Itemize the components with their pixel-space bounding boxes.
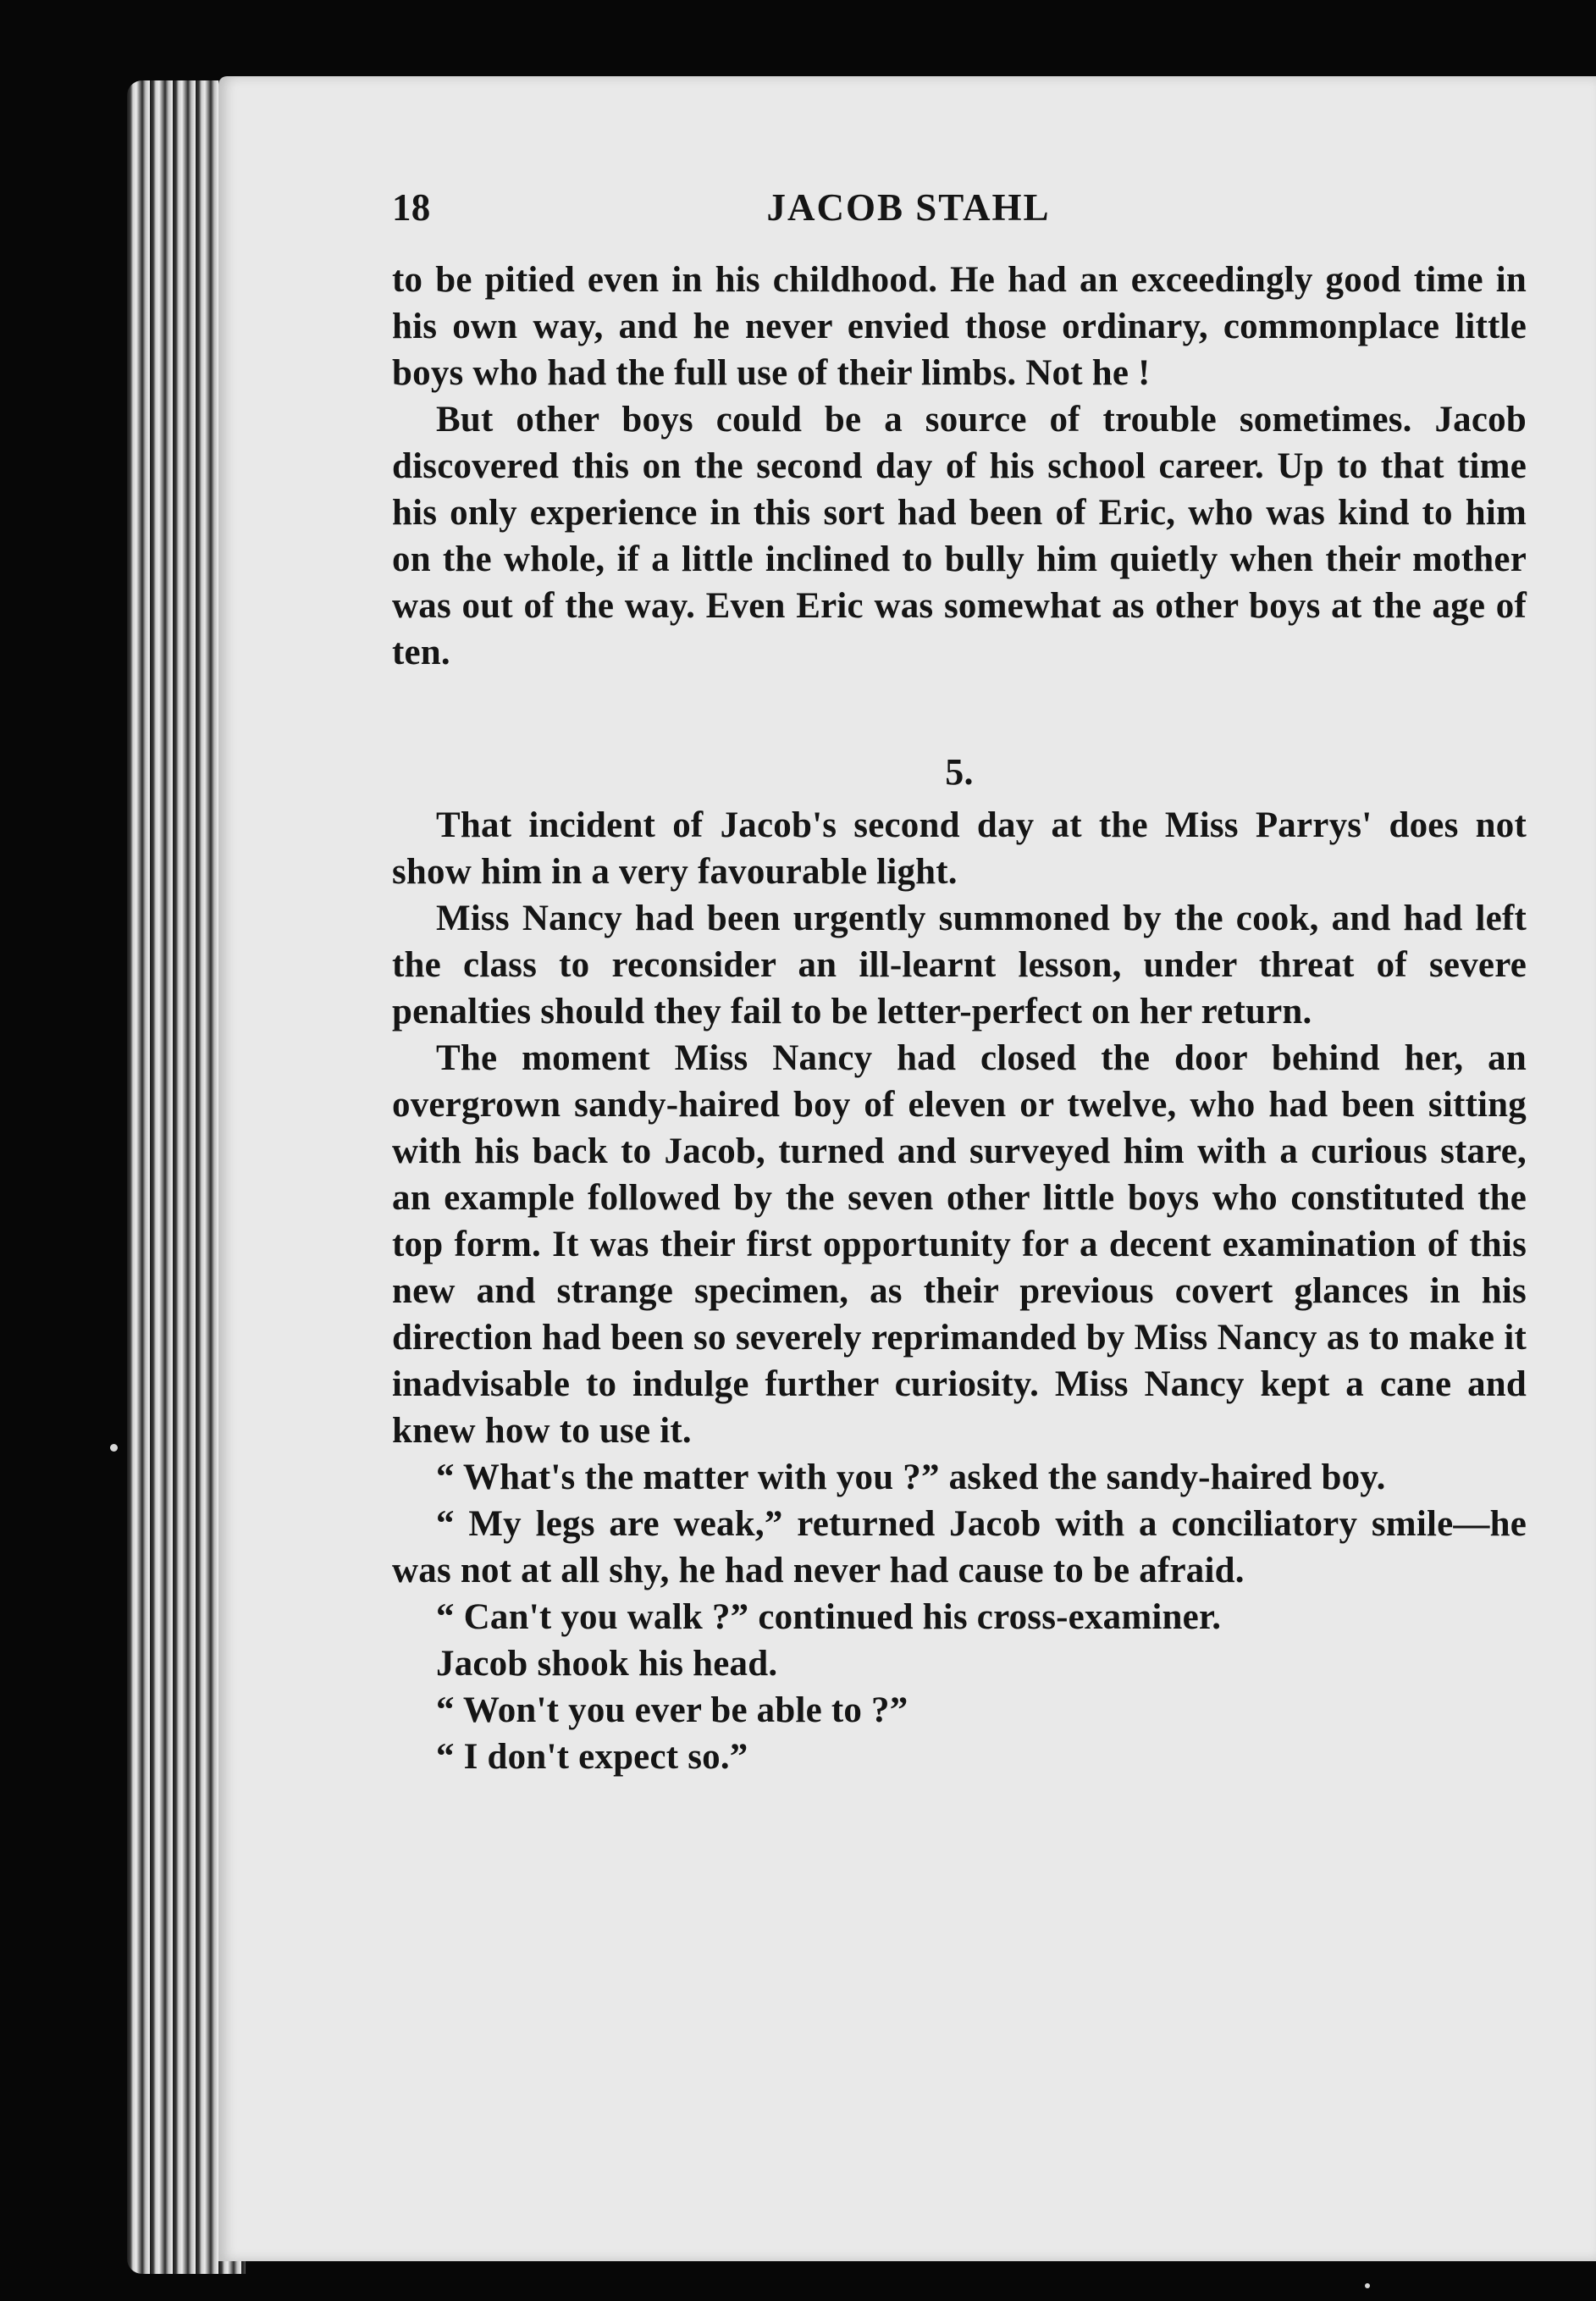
page-content	[392, 185, 1527, 1780]
scan-speck	[1365, 2283, 1370, 2288]
paragraph: Jacob shook his head.	[436, 1644, 778, 1684]
paragraph: That incident of Jacob's second day at the Miss Parrys' does not show him in a very favourable light.	[392, 805, 1527, 892]
paragraph: Miss Nancy had been urgently summoned by the cook, and had left the class to reconsider an ill-learnt lesson, under threat of severe penalties should they fail to be letter-perfect on her return.	[392, 899, 1527, 1032]
paragraph: to be pitied even in his childhood. He had an exceedingly good time in his own way, and he never envied those ordinary, commonplace little boys who had the full use of their limbs. Not he !	[392, 260, 1527, 393]
dialogue-paragraph: “ Can't you walk ?” continued his cross-examiner.	[436, 1597, 1222, 1637]
dialogue-paragraph: “ Won't you ever be able to ?”	[436, 1690, 908, 1730]
running-title: JACOB STAHL	[766, 186, 1051, 229]
paragraph: But other boys could be a source of trouble sometimes. Jacob discovered this on the second day of his school career. Up to that time his only experience in this sort had been of Eric, who was kind to him on the whole, if a little inclined to bully him quietly when their mother was out of the way. Even Eric was somewhat as other boys at the age of ten.	[392, 400, 1527, 672]
scan-speck	[110, 1444, 118, 1452]
running-header	[392, 185, 1527, 231]
dialogue-paragraph: “ My legs are weak,” returned Jacob with a conciliatory smile—he was not at all shy, he had never had cause to be afraid.	[392, 1504, 1527, 1590]
page-number: 18	[392, 186, 431, 229]
paragraph: The moment Miss Nancy had closed the door behind her, an overgrown sandy-haired boy of eleven or twelve, who had been sitting with his back to Jacob, turned and surveyed him with a curious stare, an example followed by the seven other little boys who constituted the top form. It was their first opportunity for a decent examination of this new and strange specimen, as their previous covert glances in his direction had been so severely reprimanded by Miss Nancy as to make it inadvisable to indulge further curiosity. Miss Nancy kept a cane and knew how to use it.	[392, 1038, 1527, 1451]
dialogue-paragraph: “ I don't expect so.”	[436, 1737, 748, 1777]
section-number: 5.	[945, 751, 974, 793]
book-page	[218, 76, 1596, 2261]
dialogue-paragraph: “ What's the matter with you ?” asked the sandy-haired boy.	[436, 1457, 1386, 1497]
